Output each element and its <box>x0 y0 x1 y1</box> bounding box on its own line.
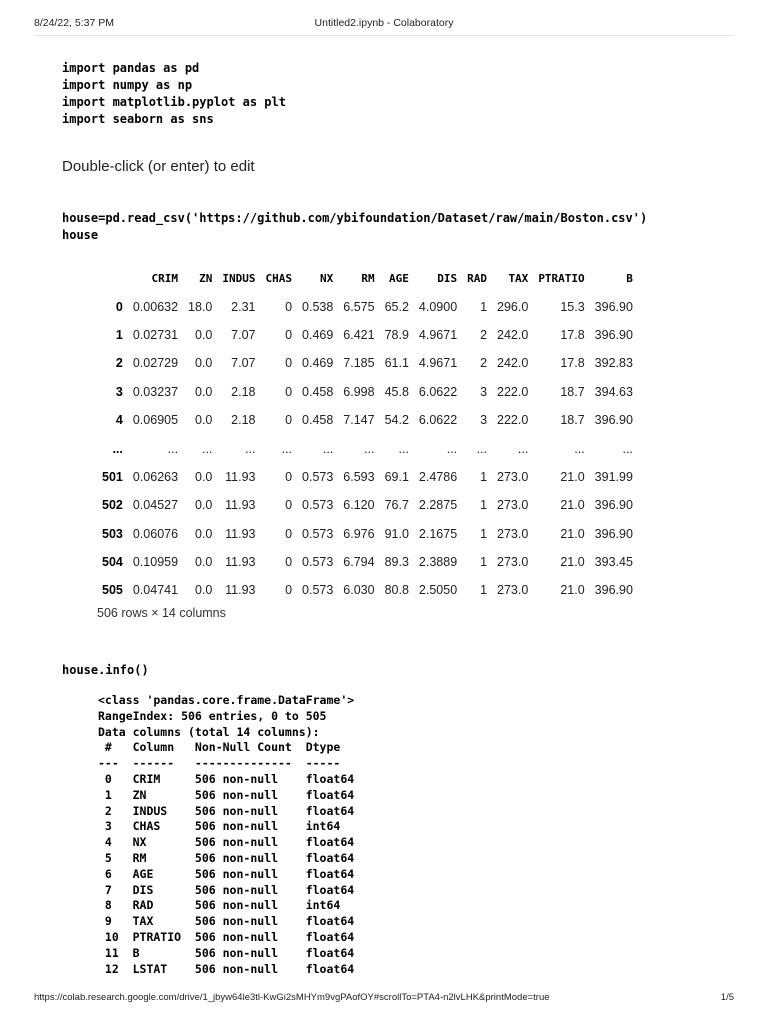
table-cell: 2 <box>480 327 488 342</box>
code-cell-imports[interactable] <box>62 60 286 128</box>
table-cell: 0.458 <box>302 384 334 399</box>
table-cell: 11.93 <box>225 526 256 541</box>
table-cell: 0.06905 <box>132 413 179 428</box>
table-cell: 6.575 <box>343 299 375 314</box>
output-line: --- ------ -------------- ----- <box>98 756 355 771</box>
table-cell: 0 <box>285 469 293 484</box>
table-cell: 396.90 <box>594 526 633 541</box>
row-index: 2 <box>115 356 123 371</box>
table-cell: 65.2 <box>384 299 409 314</box>
output-line: 7 DIS 506 non-null float64 <box>98 882 355 897</box>
dataframe-shape: 506 rows × 14 columns <box>97 606 226 620</box>
table-cell: 0.04741 <box>132 583 179 598</box>
page-number: 1/5 <box>720 992 734 1003</box>
table-cell: 0.02729 <box>132 356 179 371</box>
table-row <box>97 576 638 604</box>
table-cell: 0.0 <box>195 469 213 484</box>
table-cell: 18.7 <box>560 384 585 399</box>
table-cell: ... <box>201 441 213 456</box>
table-cell: 91.0 <box>384 526 409 541</box>
table-cell: ... <box>398 441 409 456</box>
table-cell: 2.5050 <box>418 583 458 598</box>
table-cell: ... <box>476 441 488 456</box>
table-cell: 0.0 <box>195 356 213 371</box>
column-header: DIS <box>437 271 458 285</box>
table-cell: 1 <box>480 299 488 314</box>
table-cell: 0.469 <box>302 356 334 371</box>
code-line: import matplotlib.pyplot as plt <box>62 95 286 109</box>
table-row <box>97 491 638 519</box>
table-cell: 3 <box>480 384 488 399</box>
table-cell: 7.185 <box>343 356 375 371</box>
table-cell: 76.7 <box>384 498 409 513</box>
table-cell: 222.0 <box>497 413 529 428</box>
table-cell: 0.0 <box>195 498 213 513</box>
table-cell: 2.3889 <box>418 555 458 570</box>
table-cell: 0.06076 <box>132 526 179 541</box>
table-cell: 391.99 <box>594 469 633 484</box>
table-cell: 15.3 <box>560 299 585 314</box>
table-cell: 392.83 <box>594 356 633 371</box>
print-url: https://colab.research.google.com/drive/1_jbyw64le3tl-KwGi2sMHYm9vgPAofOY#scrollTo=PTA4-n2lvLHK&printMode=true <box>34 992 550 1003</box>
table-cell: ... <box>364 441 375 456</box>
column-header: INDUS <box>222 271 256 285</box>
row-index: 501 <box>102 469 123 484</box>
table-cell: 0.0 <box>195 555 213 570</box>
table-row <box>97 292 638 320</box>
table-cell: ... <box>281 441 293 456</box>
output-line: <class 'pandas.core.frame.DataFrame'> <box>98 693 355 707</box>
table-cell: 396.90 <box>594 498 633 513</box>
table-cell: 21.0 <box>560 469 585 484</box>
table-cell: ... <box>574 441 585 456</box>
table-row <box>97 520 638 548</box>
table-cell: 2.18 <box>231 384 256 399</box>
table-cell: 296.0 <box>497 299 529 314</box>
code-line: import pandas as pd <box>62 61 200 75</box>
table-cell: ... <box>446 441 458 456</box>
output-line: # Column Non-Null Count Dtype <box>98 740 355 755</box>
table-cell: 393.45 <box>594 555 633 570</box>
table-cell: 0.573 <box>302 526 334 541</box>
table-cell: 11.93 <box>225 583 256 598</box>
row-index: 504 <box>102 555 123 570</box>
output-line: 4 NX 506 non-null float64 <box>98 835 355 850</box>
table-cell: 21.0 <box>560 583 585 598</box>
info-output <box>98 693 354 977</box>
table-cell: 0.0 <box>195 413 213 428</box>
table-row <box>97 349 638 377</box>
table-row <box>97 548 638 576</box>
table-cell: 89.3 <box>384 555 409 570</box>
table-cell: 17.8 <box>560 356 585 371</box>
table-cell: 273.0 <box>497 469 529 484</box>
table-row <box>97 406 638 434</box>
table-cell: 21.0 <box>560 498 585 513</box>
table-cell: 1 <box>480 469 488 484</box>
table-cell: 21.0 <box>560 526 585 541</box>
dataframe-header-row <box>97 264 638 292</box>
table-cell: 7.07 <box>231 327 256 342</box>
table-cell: 80.8 <box>384 583 409 598</box>
table-cell: 0 <box>285 299 293 314</box>
table-cell: 0.538 <box>302 299 334 314</box>
output-line: RangeIndex: 506 entries, 0 to 505 <box>98 708 327 723</box>
output-line: 12 LSTAT 506 non-null float64 <box>98 961 355 976</box>
column-header: NX <box>320 271 334 285</box>
table-cell: 396.90 <box>594 413 633 428</box>
output-line: 6 AGE 506 non-null float64 <box>98 866 355 881</box>
table-cell: 2.4786 <box>418 469 458 484</box>
table-cell: 45.8 <box>384 384 409 399</box>
table-row <box>97 434 638 462</box>
table-cell: 18.0 <box>188 299 213 314</box>
table-cell: 0.02731 <box>132 327 179 342</box>
code-line: house <box>62 228 99 242</box>
row-index: 505 <box>102 583 123 598</box>
table-cell: ... <box>322 441 334 456</box>
table-cell: 273.0 <box>497 583 529 598</box>
output-line: 2 INDUS 506 non-null float64 <box>98 803 355 818</box>
table-cell: 6.0622 <box>418 384 458 399</box>
table-cell: 396.90 <box>594 299 633 314</box>
table-cell: 3 <box>480 413 488 428</box>
table-cell: ... <box>517 441 529 456</box>
table-cell: 273.0 <box>497 526 529 541</box>
row-index: 4 <box>115 413 123 428</box>
row-index: 502 <box>102 498 123 513</box>
row-index: ... <box>112 441 123 456</box>
table-cell: 11.93 <box>225 498 256 513</box>
table-cell: 2.2875 <box>418 498 458 513</box>
table-cell: 0 <box>285 555 293 570</box>
table-cell: 11.93 <box>225 555 256 570</box>
table-row <box>97 378 638 406</box>
table-cell: 0.06263 <box>132 469 179 484</box>
output-line: 8 RAD 506 non-null int64 <box>98 898 355 913</box>
table-cell: 7.147 <box>343 413 375 428</box>
table-cell: 0 <box>285 526 293 541</box>
table-cell: 0.0 <box>195 384 213 399</box>
table-cell: 78.9 <box>384 327 409 342</box>
table-cell: 11.93 <box>225 469 256 484</box>
table-cell: 0 <box>285 583 293 598</box>
table-cell: 273.0 <box>497 555 529 570</box>
table-cell: 2.31 <box>231 299 256 314</box>
column-header: RM <box>361 271 375 285</box>
table-cell: 273.0 <box>497 498 529 513</box>
table-cell: 17.8 <box>560 327 585 342</box>
column-header: PTRATIO <box>538 271 585 285</box>
header-divider <box>34 35 734 36</box>
table-cell: 396.90 <box>594 327 633 342</box>
table-cell: 0.573 <box>302 583 334 598</box>
table-cell: 6.120 <box>343 498 375 513</box>
table-cell: 0.573 <box>302 555 334 570</box>
output-line: 0 CRIM 506 non-null float64 <box>98 771 355 786</box>
table-cell: 6.421 <box>343 327 375 342</box>
row-index: 0 <box>115 299 123 314</box>
table-cell: 6.794 <box>343 555 375 570</box>
table-row <box>97 463 638 491</box>
output-line: 1 ZN 506 non-null float64 <box>98 787 355 802</box>
table-cell: 6.0622 <box>418 413 458 428</box>
dataframe-output <box>97 264 638 605</box>
table-cell: 0.0 <box>195 327 213 342</box>
table-cell: 1 <box>480 555 488 570</box>
table-cell: 0 <box>285 327 293 342</box>
table-cell: 0.04527 <box>132 498 179 513</box>
table-cell: 0.469 <box>302 327 334 342</box>
code-cell-read-csv[interactable] <box>62 210 647 244</box>
print-header <box>0 0 768 34</box>
code-line: import seaborn as sns <box>62 112 214 126</box>
column-header: RAD <box>467 271 488 285</box>
table-cell: 2.1675 <box>418 526 458 541</box>
table-cell: 394.63 <box>594 384 633 399</box>
table-cell: 0 <box>285 384 293 399</box>
table-cell: ... <box>167 441 179 456</box>
table-cell: 0.573 <box>302 469 334 484</box>
column-header: TAX <box>508 271 529 285</box>
table-cell: 242.0 <box>497 356 529 371</box>
table-cell: 4.0900 <box>418 299 458 314</box>
table-cell: 0 <box>285 356 293 371</box>
table-cell: 1 <box>480 498 488 513</box>
table-cell: 21.0 <box>560 555 585 570</box>
table-cell: 61.1 <box>384 356 409 371</box>
table-cell: ... <box>622 441 633 456</box>
column-header: CRIM <box>151 271 179 285</box>
table-cell: 54.2 <box>384 413 409 428</box>
table-cell: 18.7 <box>560 413 585 428</box>
print-footer <box>0 992 768 1008</box>
column-header: ZN <box>199 271 213 285</box>
table-cell: 0.573 <box>302 498 334 513</box>
table-cell: 0 <box>285 413 293 428</box>
table-cell: 7.07 <box>231 356 256 371</box>
table-cell: 0.03237 <box>132 384 179 399</box>
table-cell: 6.998 <box>343 384 375 399</box>
table-cell: 4.9671 <box>418 327 458 342</box>
index-header <box>97 264 128 292</box>
table-cell: 2 <box>480 356 488 371</box>
table-cell: 4.9671 <box>418 356 458 371</box>
table-row <box>97 321 638 349</box>
print-timestamp: 8/24/22, 5:37 PM <box>34 17 114 29</box>
table-cell: 0.0 <box>195 526 213 541</box>
row-index: 503 <box>102 526 123 541</box>
text-cell-placeholder[interactable]: Double-click (or enter) to edit <box>62 158 255 175</box>
table-cell: 0.0 <box>195 583 213 598</box>
table-cell: 0.00632 <box>132 299 179 314</box>
table-cell: 222.0 <box>497 384 529 399</box>
output-line: 9 TAX 506 non-null float64 <box>98 914 355 929</box>
table-cell: 1 <box>480 526 488 541</box>
column-header: CHAS <box>265 271 293 285</box>
table-cell: 242.0 <box>497 327 529 342</box>
code-line: house=pd.read_csv('https://github.com/ybifoundation/Dataset/raw/main/Boston.csv') <box>62 211 648 225</box>
code-line: import numpy as np <box>62 78 193 92</box>
table-cell: 396.90 <box>594 583 633 598</box>
table-cell: 0.10959 <box>132 555 179 570</box>
output-line: 10 PTRATIO 506 non-null float64 <box>98 929 355 944</box>
column-header: B <box>626 271 633 285</box>
table-cell: 69.1 <box>384 469 409 484</box>
output-line: 3 CHAS 506 non-null int64 <box>98 819 355 834</box>
print-title: Untitled2.ipynb - Colaboratory <box>314 17 454 29</box>
table-cell: 2.18 <box>231 413 256 428</box>
row-index: 3 <box>115 384 123 399</box>
dataframe-body <box>97 292 638 604</box>
output-line: 5 RM 506 non-null float64 <box>98 850 355 865</box>
table-cell: 6.976 <box>343 526 375 541</box>
row-index: 1 <box>115 327 123 342</box>
output-line: Data columns (total 14 columns): <box>98 724 320 739</box>
code-cell-info[interactable] <box>62 662 149 679</box>
table-cell: 1 <box>480 583 488 598</box>
code-line: house.info() <box>62 663 149 677</box>
output-line: 11 B 506 non-null float64 <box>98 945 355 960</box>
table-cell: 6.593 <box>343 469 375 484</box>
table-cell: 6.030 <box>343 583 375 598</box>
table-cell: 0.458 <box>302 413 334 428</box>
table-cell: 0 <box>285 498 293 513</box>
table-cell: ... <box>245 441 256 456</box>
column-header: AGE <box>389 271 409 285</box>
